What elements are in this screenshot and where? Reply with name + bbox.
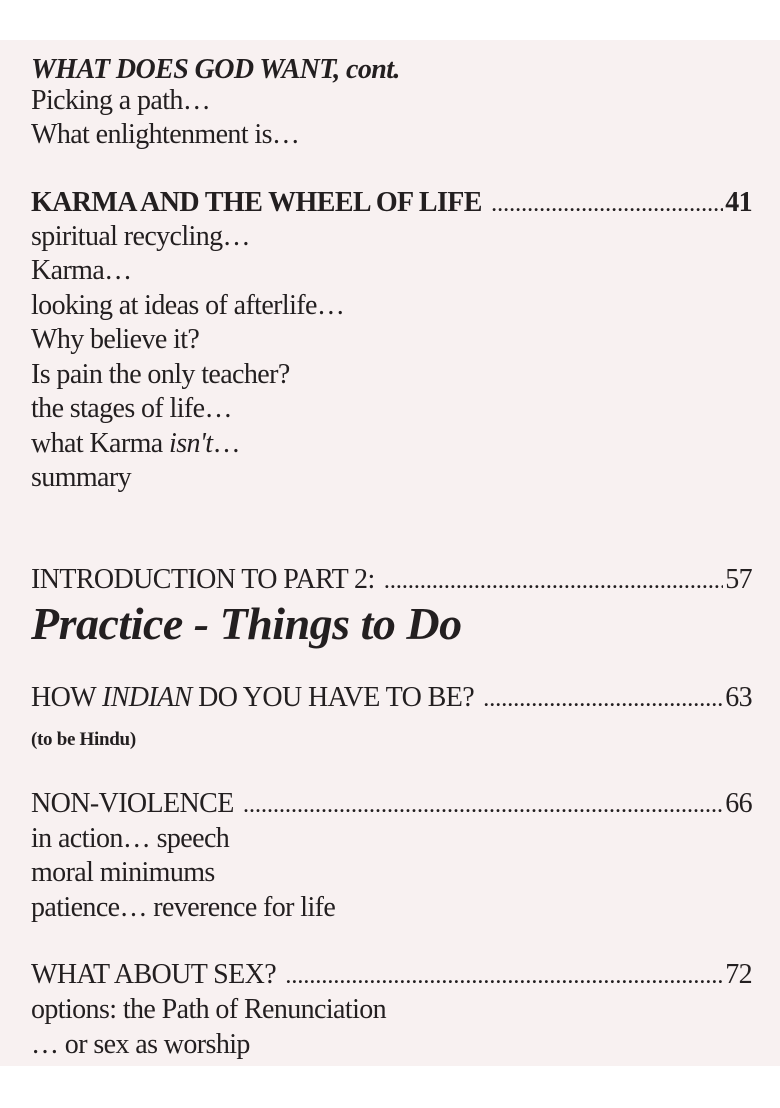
toc-subitem: Picking a path… — [31, 85, 211, 116]
toc-entry-nonviolence — [31, 787, 752, 821]
emphasis: isn't — [169, 428, 213, 459]
page-number: 63 — [725, 682, 752, 713]
toc-entry-part2 — [31, 563, 752, 597]
dot-leader — [286, 958, 723, 994]
entry-title: KARMA AND THE WHEEL OF LIFE — [31, 187, 482, 218]
toc-entry-sex — [31, 958, 752, 992]
toc-subitem: spiritual recycling… — [31, 221, 250, 252]
toc-subitem: moral minimums — [31, 857, 215, 888]
page-number: 66 — [725, 788, 752, 819]
section-heading-god-cont: WHAT DOES GOD WANT, cont. — [31, 54, 400, 85]
page-number: 57 — [725, 564, 752, 595]
toc-subitem: Why believe it? — [31, 324, 200, 355]
text: DO YOU HAVE TO BE? — [191, 682, 475, 713]
toc-subitem: Is pain the only teacher? — [31, 359, 290, 390]
entry-title: NON-VIOLENCE — [31, 788, 234, 819]
dot-leader — [244, 787, 723, 823]
toc-entry-indian — [31, 681, 752, 715]
page-number: 41 — [725, 187, 752, 218]
toc-subitem: in action… speech — [31, 823, 230, 854]
toc-subitem: patience… reverence for life — [31, 892, 336, 923]
entry-title: INTRODUCTION TO PART 2: — [31, 564, 375, 595]
part-title: Practice - Things to Do — [31, 598, 462, 649]
toc-subitem: looking at ideas of afterlife… — [31, 290, 345, 321]
entry-title: WHAT ABOUT SEX? — [31, 959, 277, 990]
toc-subitem: summary — [31, 462, 132, 493]
dot-leader — [484, 681, 723, 717]
entry-title — [31, 681, 474, 715]
toc-subitem-what-karma-isnt — [31, 427, 240, 461]
toc-subitem: the stages of life… — [31, 393, 232, 424]
toc-subitem: What enlightenment is… — [31, 119, 300, 150]
entry-note: (to be Hindu) — [31, 729, 136, 750]
dot-leader — [385, 563, 724, 599]
toc-subitem: options: the Path of Renunciation — [31, 994, 387, 1025]
text: HOW — [31, 682, 102, 713]
toc-subitem: … or sex as worship — [31, 1029, 250, 1060]
dot-leader — [492, 186, 723, 222]
toc-subitem: Karma… — [31, 255, 132, 286]
text: what Karma — [31, 428, 170, 459]
text: … — [212, 428, 240, 459]
emphasis: INDIAN — [101, 682, 192, 713]
toc-entry-karma — [31, 186, 752, 220]
page-number: 72 — [725, 959, 752, 990]
